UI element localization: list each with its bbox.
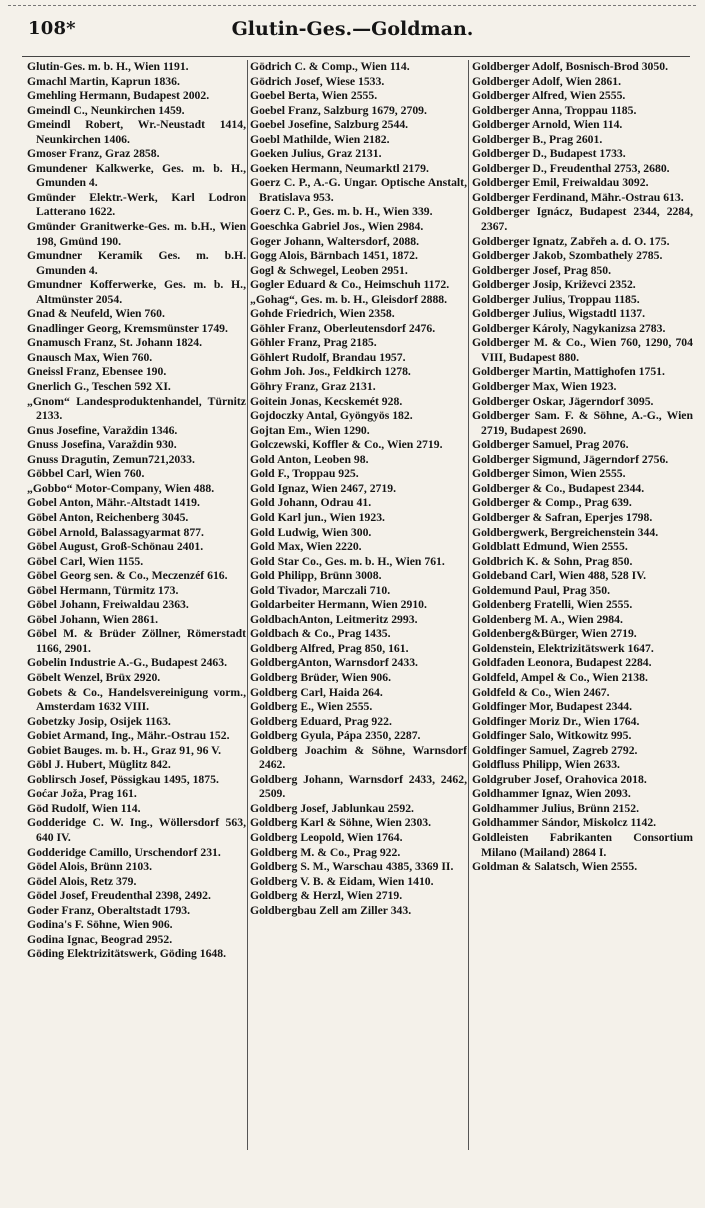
directory-entry: Gmeindl C., Neunkirchen 1459. xyxy=(27,103,185,117)
directory-entry: Goćar Joža, Prag 161. xyxy=(27,787,137,801)
directory-entry: Gödrich Josef, Wiese 1533. xyxy=(250,74,385,88)
directory-entry: Gneissl Franz, Ebensee 190. xyxy=(27,365,167,379)
directory-entry: Goldfaden Leonora, Budapest 2284. xyxy=(472,656,652,670)
directory-entry: Goldberg Carl, Haida 264. xyxy=(250,685,383,699)
directory-entry: Gold Philipp, Brünn 3008. xyxy=(250,569,382,583)
directory-entry: Göhlert Rudolf, Brandau 1957. xyxy=(250,350,406,364)
directory-entry: Goldberg Johann, Warnsdorf 2433, 2462, 2509. xyxy=(250,772,467,801)
page-title: Glutin-Ges.—Goldman. xyxy=(231,18,474,40)
directory-entry: Goebel Berta, Wien 2555. xyxy=(250,89,378,103)
directory-entry: Goldberger Anna, Troppau 1185. xyxy=(472,103,637,117)
directory-entry: Goldberger Arnold, Wien 114. xyxy=(472,118,623,132)
directory-entry: Godderidge Camillo, Urschendorf 231. xyxy=(27,845,221,859)
directory-entry: Goldfinger Samuel, Zagreb 2792. xyxy=(472,743,638,757)
directory-entry: Gnuss Dragutin, Zemun721,2033. xyxy=(27,452,195,466)
directory-entry: Goldberger & Safran, Eperjes 1798. xyxy=(472,510,653,524)
directory-entry: Gogl & Schwegel, Leoben 2951. xyxy=(250,263,408,277)
directory-entry: Goldberger Adolf, Wien 2861. xyxy=(472,74,622,88)
directory-entry: Gödel Alois, Retz 379. xyxy=(27,874,137,888)
directory-entry: Goldgruber Josef, Orahovica 2018. xyxy=(472,772,647,786)
directory-entry: Gobelin Industrie A.-G., Budapest 2463. xyxy=(27,656,228,670)
directory-entry: Gmünder Elektr.-Werk, Karl Lodron Latterano 1622. xyxy=(27,190,246,219)
directory-entry: Goldberg Alfred, Prag 850, 161. xyxy=(250,641,409,655)
directory-entry: Gmünder Granitwerke-Ges. m. b.H., Wien 198, Gmünd 190. xyxy=(27,220,246,248)
directory-entry: Gold Ludwig, Wien 300. xyxy=(250,525,372,539)
directory-entry: Goldbrich K. & Sohn, Prag 850. xyxy=(472,554,633,568)
directory-entry: Godderidge C. W. Ing., Wöllersdorf 563, 640 IV. xyxy=(27,816,246,844)
directory-entry: Goldfinger Mor, Budapest 2344. xyxy=(472,700,633,714)
directory-entry: Goldberger Oskar, Jägerndorf 3095. xyxy=(472,394,654,408)
directory-entry: Godina's F. Söhne, Wien 906. xyxy=(27,918,173,932)
directory-entry: „Gnom“ Landesproduktenhandel, Türnitz 2133. xyxy=(27,394,246,423)
directory-entry: Goldenberg&Bürger, Wien 2719. xyxy=(472,627,637,641)
directory-entry: Goldberg M. & Co., Prag 922. xyxy=(250,845,401,859)
column-2 xyxy=(250,60,467,1200)
directory-entry: Goldberger & Comp., Prag 639. xyxy=(472,496,632,510)
directory-entry: Göbbel Carl, Wien 760. xyxy=(27,467,145,481)
directory-entry: Goldberger & Co., Budapest 2344. xyxy=(472,481,645,495)
directory-entry: Goerz C. P., A.-G. Ungar. Optische Anstalt, Bratislava 953. xyxy=(250,176,467,204)
directory-entry: Goldberger Julius, Troppau 1185. xyxy=(472,292,640,306)
directory-entry: Gnausch Max, Wien 760. xyxy=(27,350,153,364)
directory-entry: Gnerlich G., Teschen 592 XI. xyxy=(27,380,171,394)
directory-entry: Goldberger Jakob, Szombathely 2785. xyxy=(472,249,663,263)
directory-entry: Goldbergwerk, Bergreichenstein 344. xyxy=(472,525,659,539)
directory-entry: Gmeindl Robert, Wr.-Neustadt 1414, Neunkirchen 1406. xyxy=(27,118,246,146)
directory-entry: Goldhammer Julius, Brünn 2152. xyxy=(472,801,640,815)
directory-entry: Goldberger Samuel, Prag 2076. xyxy=(472,438,629,452)
directory-entry: Goldberger Josef, Prag 850. xyxy=(472,263,612,277)
directory-entry: Gold Anton, Leoben 98. xyxy=(250,452,369,466)
directory-entry: Goldberg Josef, Jablunkau 2592. xyxy=(250,801,414,815)
directory-entry: Göbel Anton, Reichenberg 3045. xyxy=(27,510,189,524)
directory-entry: Goldberger Károly, Nagykanizsa 2783. xyxy=(472,321,666,335)
directory-entry: Goldarbeiter Hermann, Wien 2910. xyxy=(250,598,427,612)
directory-entry: Goldberger Josip, Križevci 2352. xyxy=(472,278,636,292)
directory-entry: Goblirsch Josef, Pössigkau 1495, 1875. xyxy=(27,772,219,786)
directory-entry: Göbel Johann, Freiwaldau 2363. xyxy=(27,598,189,612)
column-divider xyxy=(468,60,469,1150)
directory-entry: Gnad & Neufeld, Wien 760. xyxy=(27,307,165,321)
directory-entry: Gödrich C. & Comp., Wien 114. xyxy=(250,60,410,73)
directory-entry: Goldfinger Salo, Witkowitz 995. xyxy=(472,729,632,743)
directory-entry: Goldberger Emil, Freiwaldau 3092. xyxy=(472,176,649,190)
directory-entry: Gohde Friedrich, Wien 2358. xyxy=(250,307,395,321)
directory-entry: Goldberger Ignácz, Budapest 2344, 2284, 2367. xyxy=(472,205,693,234)
directory-entry: Goldberg Karl & Söhne, Wien 2303. xyxy=(250,816,432,830)
directory-entry: Goeken Julius, Graz 2131. xyxy=(250,147,382,161)
directory-entry: Göbel Johann, Wien 2861. xyxy=(27,612,159,626)
directory-entry: Gogler Eduard & Co., Heimschuh 1172. xyxy=(250,278,450,292)
directory-entry: Goldberger Adolf, Bosnisch-Brod 3050. xyxy=(472,60,669,73)
directory-entry: Göding Elektrizitätswerk, Göding 1648. xyxy=(27,947,227,961)
directory-entry: Goldberg Leopold, Wien 1764. xyxy=(250,830,403,844)
directory-entry: Goldberg E., Wien 2555. xyxy=(250,700,373,714)
directory-entry: Gold F., Troppau 925. xyxy=(250,467,359,481)
directory-entry: Gohm Joh. Jos., Feldkirch 1278. xyxy=(250,365,411,379)
column-divider xyxy=(247,60,248,1150)
directory-entry: Gobets & Co., Handelsvereinigung vorm., Amsterdam 1632 VIII. xyxy=(27,685,246,714)
directory-entry: Goldman & Salatsch, Wien 2555. xyxy=(472,860,638,874)
directory-entry: Goldberger D., Budapest 1733. xyxy=(472,147,626,161)
directory-entry: Goldenberg M. A., Wien 2984. xyxy=(472,612,623,626)
directory-entry: Gnamusch Franz, St. Johann 1824. xyxy=(27,336,203,350)
directory-entry: Goitein Jonas, Kecskemét 928. xyxy=(250,394,403,408)
directory-entry: Goeken Hermann, Neumarktl 2179. xyxy=(250,161,429,175)
directory-entry: Göbel Georg sen. & Co., Meczenzéf 616. xyxy=(27,569,228,583)
directory-entry: Goldemund Paul, Prag 350. xyxy=(472,583,610,597)
directory-entry: Godina Ignac, Beograd 2952. xyxy=(27,932,173,946)
directory-entry: Gobiet Bauges. m. b. H., Graz 91, 96 V. xyxy=(27,743,222,757)
directory-entry: Gold Max, Wien 2220. xyxy=(250,540,362,554)
directory-entry: Goldberger Sam. F. & Söhne, A.-G., Wien 2719, Budapest 2690. xyxy=(472,409,693,437)
directory-entry: Gmundner Kofferwerke, Ges. m. b. H., Altmünster 2054. xyxy=(27,278,246,306)
directory-entry: Goldhammer Sándor, Miskolcz 1142. xyxy=(472,816,657,830)
directory-entry: Goldbergbau Zell am Ziller 343. xyxy=(250,903,412,917)
directory-entry: Goldberger Julius, Wigstadtl 1137. xyxy=(472,307,646,321)
directory-entry: Goldbach & Co., Prag 1435. xyxy=(250,627,391,641)
directory-entry: Gobetzky Josip, Osijek 1163. xyxy=(27,714,171,728)
directory-entry: Goldeband Carl, Wien 488, 528 IV. xyxy=(472,569,647,583)
directory-entry: Göhler Franz, Prag 2185. xyxy=(250,336,377,350)
directory-entry: Gold Tivador, Marczali 710. xyxy=(250,583,391,597)
column-3 xyxy=(472,60,693,1200)
directory-entry: Goldberger Max, Wien 1923. xyxy=(472,380,617,394)
directory-entry: Göd Rudolf, Wien 114. xyxy=(27,801,141,815)
directory-entry: Gold Karl jun., Wien 1923. xyxy=(250,510,385,524)
directory-entry: Göbel August, Groß-Schönau 2401. xyxy=(27,540,204,554)
directory-entry: Goebel Josefine, Salzburg 2544. xyxy=(250,118,409,132)
directory-entry: Göhry Franz, Graz 2131. xyxy=(250,380,376,394)
directory-entry: Goldblatt Edmund, Wien 2555. xyxy=(472,540,628,554)
directory-entry: Golczewski, Koffler & Co., Wien 2719. xyxy=(250,438,443,452)
directory-entry: Goerz C. P., Ges. m. b. H., Wien 339. xyxy=(250,205,433,219)
directory-entry: Goldberger M. & Co., Wien 760, 1290, 704 VIII, Budapest 880. xyxy=(472,336,693,364)
directory-entry: Göbel M. & Brüder Zöllner, Römerstadt 1166, 2901. xyxy=(27,627,246,655)
directory-entry: Gmehling Hermann, Budapest 2002. xyxy=(27,89,210,103)
top-border xyxy=(8,5,696,6)
directory-entry: GoldbergAnton, Warnsdorf 2433. xyxy=(250,656,418,670)
directory-entry: Goldberg V. B. & Eidam, Wien 1410. xyxy=(250,874,434,888)
directory-entry: Goldenstein, Elektrizitätswerk 1647. xyxy=(472,641,654,655)
directory-entry: Gojdoczky Antal, Gyöngyös 182. xyxy=(250,409,413,423)
directory-entry: Gnuss Josefina, Varaždin 930. xyxy=(27,438,177,452)
directory-entry: Goldberger B., Prag 2601. xyxy=(472,132,603,146)
directory-entry: Gold Star Co., Ges. m. b. H., Wien 761. xyxy=(250,554,445,568)
directory-entry: Gojtan Em., Wien 1290. xyxy=(250,423,370,437)
directory-entry: Göbl J. Hubert, Müglitz 842. xyxy=(27,758,171,772)
directory-entry: Goebl Mathilde, Wien 2182. xyxy=(250,132,390,146)
directory-entry: Goldberg Joachim & Söhne, Warnsdorf 2462. xyxy=(250,743,467,772)
directory-entry: Goldfluss Philipp, Wien 2633. xyxy=(472,758,620,772)
directory-entry: Goldberg & Herzl, Wien 2719. xyxy=(250,889,403,903)
header-rule xyxy=(22,56,690,57)
directory-entry: Gobiet Armand, Ing., Mähr.-Ostrau 152. xyxy=(27,729,230,743)
directory-entry: Goebel Franz, Salzburg 1679, 2709. xyxy=(250,103,427,117)
directory-entry: Goldleisten Fabrikanten Consortium Milano (Mailand) 2864 I. xyxy=(472,830,693,859)
directory-entry: Gold Ignaz, Wien 2467, 2719. xyxy=(250,481,397,495)
directory-entry: Gobel Anton, Mähr.-Altstadt 1419. xyxy=(27,496,200,510)
directory-entry: Gödel Josef, Freudenthal 2398, 2492. xyxy=(27,889,211,903)
directory-entry: Glutin-Ges. m. b. H., Wien 1191. xyxy=(27,60,189,73)
directory-entry: Goldberger D., Freudenthal 2753, 2680. xyxy=(472,161,670,175)
directory-entry: Goldfeld, Ampel & Co., Wien 2138. xyxy=(472,670,648,684)
directory-entry: Gmoser Franz, Graz 2858. xyxy=(27,147,160,161)
directory-entry: Gogg Alois, Bärnbach 1451, 1872. xyxy=(250,249,418,263)
directory-entry: Goeschka Gabriel Jos., Wien 2984. xyxy=(250,220,424,234)
directory-entry: Goldberg Brüder, Wien 906. xyxy=(250,670,392,684)
directory-entry: Göbelt Wenzel, Brüx 2920. xyxy=(27,670,161,684)
directory-entry: Goldberger Ignatz, Zabřeh a. d. O. 175. xyxy=(472,234,670,248)
directory-entry: Goldberger Simon, Wien 2555. xyxy=(472,467,626,481)
directory-entry: Göhler Franz, Oberleutensdorf 2476. xyxy=(250,321,436,335)
directory-entry: Goldberger Alfred, Wien 2555. xyxy=(472,89,626,103)
directory-entry: Gmundener Kalkwerke, Ges. m. b. H., Gmunden 4. xyxy=(27,161,246,190)
directory-entry: Goder Franz, Oberaltstadt 1793. xyxy=(27,903,191,917)
page-number: 108* xyxy=(28,18,76,39)
directory-entry: Gmundner Keramik Ges. m. b.H. Gmunden 4. xyxy=(27,249,246,277)
directory-entry: Goldberg Gyula, Pápa 2350, 2287. xyxy=(250,729,421,743)
directory-entry: Goldenberg Fratelli, Wien 2555. xyxy=(472,598,633,612)
directory-entry: Goldberger Ferdinand, Mähr.-Ostrau 613. xyxy=(472,190,684,204)
column-1 xyxy=(27,60,246,1200)
directory-entry: Göbel Arnold, Balassagyarmat 877. xyxy=(27,525,204,539)
directory-entry: „Gohag“, Ges. m. b. H., Gleisdorf 2888. xyxy=(250,292,448,306)
directory-entry: Göbel Hermann, Türmitz 173. xyxy=(27,583,179,597)
directory-entry: Göbel Carl, Wien 1155. xyxy=(27,554,144,568)
directory-entry: Gnus Josefine, Varaždin 1346. xyxy=(27,423,178,437)
directory-entry: Goldhammer Ignaz, Wien 2093. xyxy=(472,787,631,801)
directory-entry: Goldberg Eduard, Prag 922. xyxy=(250,714,392,728)
directory-entry: Gnadlinger Georg, Kremsmünster 1749. xyxy=(27,321,228,335)
directory-entry: Goger Johann, Waltersdorf, 2088. xyxy=(250,234,420,248)
page-header xyxy=(0,14,705,48)
directory-entry: „Gobbo“ Motor-Company, Wien 488. xyxy=(27,481,215,495)
directory-entry: GoldbachAnton, Leitmeritz 2993. xyxy=(250,612,418,626)
directory-entry: Goldfinger Moriz Dr., Wien 1764. xyxy=(472,714,640,728)
directory-entry: Goldberger Martin, Mattighofen 1751. xyxy=(472,365,665,379)
directory-entry: Gold Johann, Odrau 41. xyxy=(250,496,372,510)
directory-entry: Gmachl Martin, Kaprun 1836. xyxy=(27,74,180,88)
directory-entry: Goldberg S. M., Warschau 4385, 3369 II. xyxy=(250,860,454,874)
directory-entry: Goldfeld & Co., Wien 2467. xyxy=(472,685,610,699)
directory-entry: Goldberger Sigmund, Jägerndorf 2756. xyxy=(472,452,669,466)
directory-entry: Gödel Alois, Brünn 2103. xyxy=(27,860,153,874)
